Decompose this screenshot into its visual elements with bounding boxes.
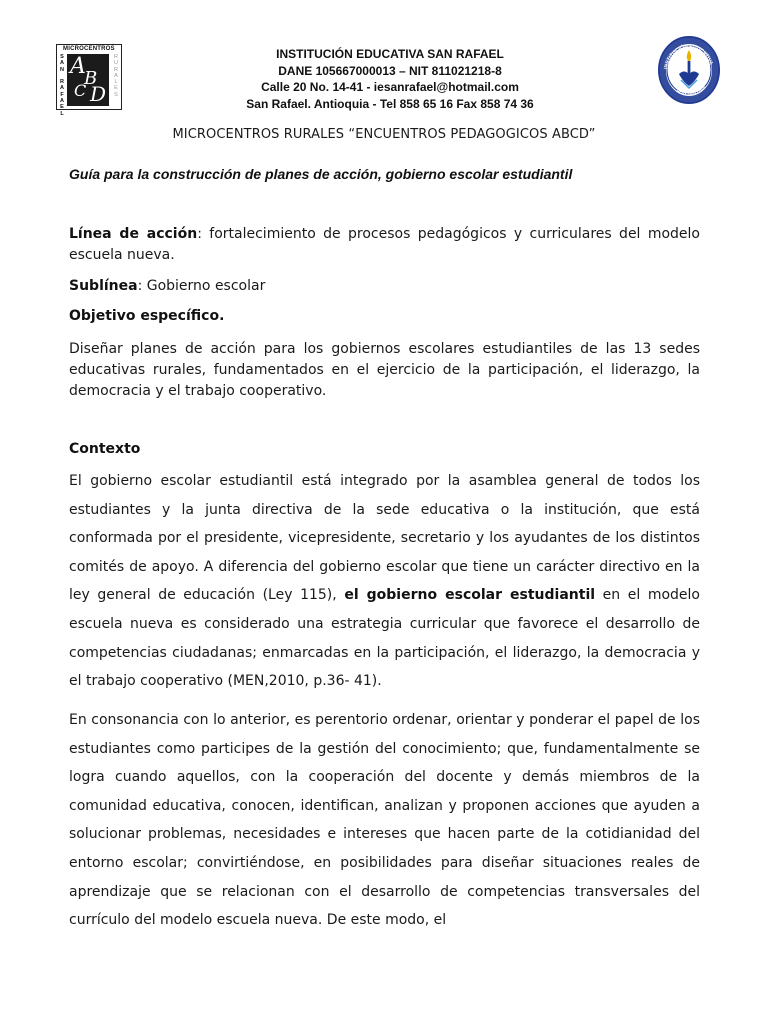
linea-accion-label: Línea de acción <box>69 226 198 242</box>
seal-ring-text-top: INSTITUCIÓN EDUCATIVA <box>663 43 714 70</box>
contexto-p1-text-a: El gobierno escolar estudiantil está integrado por la asamblea general de todos los estudiantes y la junta directiva de la sede educativa o la institución, que está conformada por el presidente, vicepresidente, secretario y los ayudantes de los distintos comités de apoyo. A diferencia del gobierno escolar que tiene un carácter directivo en la ley general de educación (Ley 115), <box>69 473 700 604</box>
header-dane-nit: DANE 105667000013 – NIT 811021218-8 <box>278 63 502 78</box>
logo-top-text: MICROCENTROS <box>63 46 115 52</box>
contexto-p1-bold: el gobierno escolar estudiantil <box>344 587 596 604</box>
header-institution-name: INSTITUCIÓN EDUCATIVA SAN RAFAEL <box>276 47 504 61</box>
institution-header <box>0 46 768 112</box>
contexto-p1-text-b: en el modelo escuela nueva es considerado una estrategia curricular que favorece el desarrollo de competencias ciudadanas; enmarcadas en la participación, el liderazgo, la democracia y el trabajo cooperativo (MEN,2010, p.36- 41). <box>69 587 700 690</box>
header-address-email: Calle 20 No. 14-41 - iesanrafael@hotmail.com <box>261 80 519 94</box>
document-subtitle: MICROCENTROS RURALES “ENCUENTROS PEDAGOGICOS ABCD” <box>172 127 596 142</box>
logo-letter-c: C <box>74 81 87 100</box>
logo-side-left-text: S A N R A F A E L <box>60 54 64 117</box>
header-city-phone: San Rafael. Antioquia - Tel 858 65 16 Fax 858 74 36 <box>246 96 534 111</box>
sublinea-label: Sublínea <box>69 278 138 294</box>
sublinea-paragraph <box>69 276 700 297</box>
contexto-heading: Contexto <box>69 441 141 457</box>
contexto-paragraph-1 <box>69 467 700 696</box>
logo-letter-d: D <box>90 82 107 106</box>
seal-ring-text-bottom: SAN RAFAEL <box>675 84 707 97</box>
logo-letter-a: A <box>70 54 86 79</box>
logo-side-right-text: R U R A L E S <box>114 54 118 98</box>
guide-title: Guía para la construcción de planes de acción, gobierno escolar estudiantil <box>69 166 573 182</box>
linea-accion-text: : fortalecimiento de procesos pedagógicos y curriculares del modelo escuela nueva. <box>69 226 700 263</box>
logo-letter-b: B <box>84 68 98 89</box>
objetivo-label: Objetivo específico <box>69 308 220 324</box>
contexto-paragraph-2: En consonancia con lo anterior, es perentorio ordenar, orientar y ponderar el papel de los estudiantes como participes de la gestión del conocimiento; que, fundamentalmente se logra cuando aquellos, con la cooperación del docente y demás miembros de la comunidad educativa, conocen, identifican, analizan y proponen acciones que ayuden a solucionar problemas, necesidades e intereses que hacen parte de la cotidianidad del entorno escolar; convirtiéndose, en posibilidades para diseñar situaciones reales de aprendizaje que se relacionan con el desarrollo de competencias transversales del currículo del modelo escuela nueva. De este modo, el <box>69 712 700 929</box>
linea-accion-paragraph <box>69 224 700 266</box>
sublinea-text: : Gobierno escolar <box>137 278 266 294</box>
objetivo-paragraph: Diseñar planes de acción para los gobiernos escolares estudiantiles de las 13 sedes educativas rurales, fundamentados en el ejercicio de la participación, el liderazgo, la democracia y el trabajo cooperativo. <box>69 341 700 399</box>
objetivo-heading: Objetivo específico. <box>69 308 225 324</box>
